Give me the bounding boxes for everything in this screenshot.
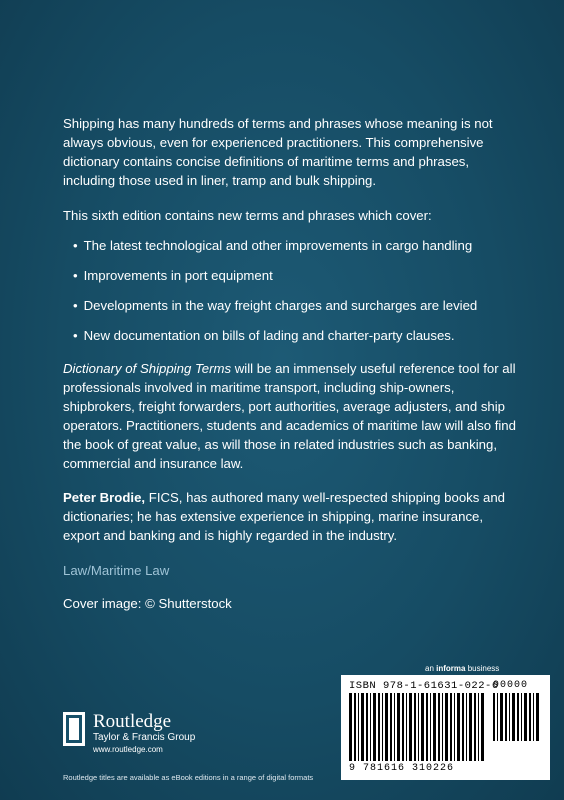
bullet-icon: • — [73, 298, 78, 313]
feature-list — [63, 236, 523, 345]
bullet-icon: • — [73, 328, 78, 343]
cover-credit: Cover image: © Shutterstock — [63, 596, 232, 611]
bullet-icon: • — [73, 238, 78, 253]
list-item: • The latest technological and other improvements in cargo handling — [73, 238, 473, 253]
publisher-group: Taylor & Francis Group — [93, 732, 196, 743]
author-name: Peter Brodie, — [63, 490, 146, 505]
ebook-note: Routledge titles are available as eBook editions in a range of digital formats — [63, 773, 314, 782]
routledge-logo-icon — [63, 712, 85, 746]
price-barcode-icon — [493, 693, 543, 743]
barcode-icon — [349, 693, 489, 763]
isbn-label: ISBN 978-1-61631-022-6 — [349, 680, 499, 692]
back-cover-text — [63, 114, 523, 613]
informa-tagline: an informa business — [425, 664, 500, 673]
publisher-name: Routledge — [93, 711, 172, 732]
list-item: • New documentation on bills of lading and charter-party clauses. — [73, 328, 455, 343]
book-title: Dictionary of Shipping Terms — [63, 361, 232, 376]
list-item: • Improvements in port equipment — [73, 268, 273, 283]
author-bio: Peter Brodie, FICS, has authored many well-respected shipping books and dictionaries; he has extensive experience in shipping, marine insurance, export and banking and is highly regarded in the industry. — [63, 490, 506, 543]
publisher-url: www.routledge.com — [93, 745, 163, 754]
description-paragraph: Dictionary of Shipping Terms will be an immensely useful reference tool for all professionals involved in maritime transport, including ship-owners, shipbrokers, freight forwarders, port authorities, average adjusters, and ship operators. Practitioners, students and academics of maritime law will also find the book of great value, as will those in related industries such as banking, commercial and insurance law. — [63, 361, 516, 471]
subject-category: Law/Maritime Law — [63, 563, 170, 578]
list-item: • Developments in the way freight charges and surcharges are levied — [73, 298, 478, 313]
publisher-logo — [63, 712, 195, 755]
price-code: 90000 — [493, 680, 529, 691]
barcode-number: 9 781616 310226 — [349, 763, 455, 774]
edition-lead: This sixth edition contains new terms and phrases which cover: — [63, 208, 432, 223]
bullet-icon: • — [73, 268, 78, 283]
intro-paragraph: Shipping has many hundreds of terms and phrases whose meaning is not always obvious, even for experienced practitioners. This comprehensive dictionary contains concise definitions of maritime terms and phrases, including those used in liner, tramp and bulk shipping. — [63, 116, 493, 188]
